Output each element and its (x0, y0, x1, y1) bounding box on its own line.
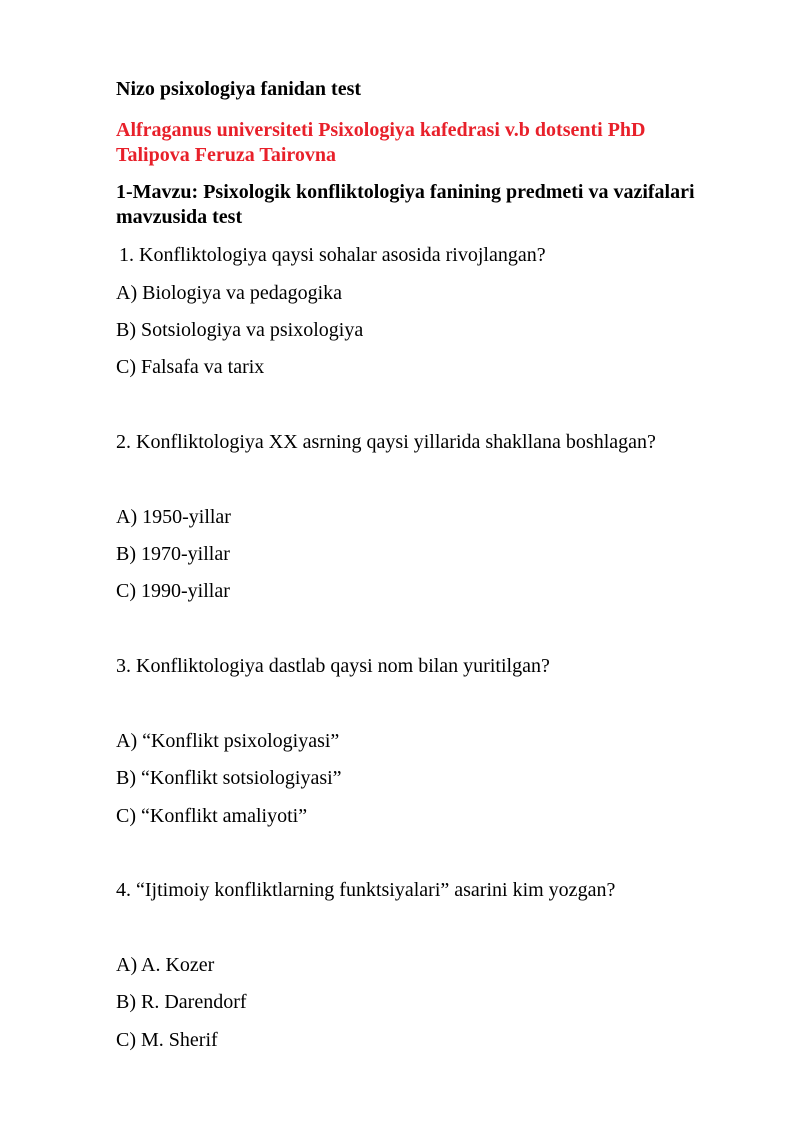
question-2-option-b: B) 1970-yillar (116, 543, 230, 565)
question-1-option-b: B) Sotsiologiya va psixologiya (116, 319, 364, 341)
question-2-option-a: A) 1950-yillar (116, 506, 231, 528)
question-3-option-b: B) “Konflikt sotsiologiyasi” (116, 767, 342, 789)
author-line-2: Talipova Feruza Tairovna (116, 144, 337, 166)
question-1-option-a: A) Biologiya va pedagogika (116, 282, 343, 304)
question-4-option-a: A) A. Kozer (116, 954, 215, 976)
question-2: 2. Konfliktologiya XX asrning qaysi yillarida shakllana boshlagan? (116, 431, 656, 453)
document-title: Nizo psixologiya fanidan test (116, 78, 362, 100)
question-1: 1. Konfliktologiya qaysi sohalar asosida rivojlangan? (119, 244, 546, 266)
topic-heading-line-2: mavzusida test (116, 206, 243, 228)
question-3-option-c: C) “Konflikt amaliyoti” (116, 805, 308, 827)
question-4-option-b: B) R. Darendorf (116, 991, 247, 1013)
question-1-option-c: C) Falsafa va tarix (116, 356, 265, 378)
question-4-option-c: C) M. Sherif (116, 1029, 218, 1051)
question-3-option-a: A) “Konflikt psixologiyasi” (116, 730, 340, 752)
question-3: 3. Konfliktologiya dastlab qaysi nom bilan yuritilgan? (116, 655, 550, 677)
author-line-1: Alfraganus universiteti Psixologiya kafedrasi v.b dotsenti PhD (116, 119, 646, 141)
topic-heading-line-1: 1-Mavzu: Psixologik konfliktologiya fanining predmeti va vazifalari (116, 181, 695, 203)
question-4: 4. “Ijtimoiy konfliktlarning funktsiyalari” asarini kim yozgan? (116, 879, 616, 901)
question-2-option-c: C) 1990-yillar (116, 580, 230, 602)
